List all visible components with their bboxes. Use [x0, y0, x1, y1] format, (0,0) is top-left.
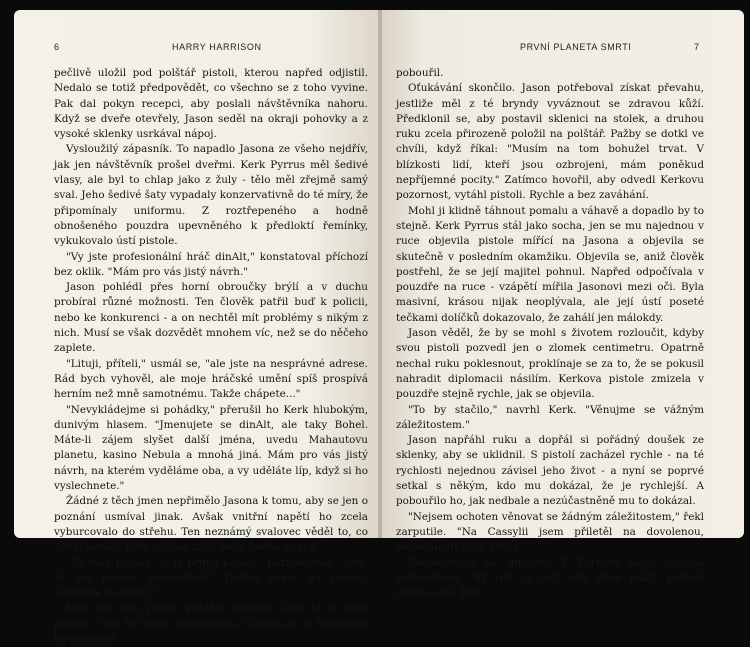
paragraph: "Nejsem ochoten věnovat se žádným záležitostem," řekl zarputile. "Na Cassylii jsem přiletěl na dovolenou, oddechnout si od práce." — [396, 510, 704, 554]
left-page — [14, 10, 380, 645]
open-book — [14, 10, 744, 645]
paragraph: Žádné z těch jmen nepřimělo Jasona k tomu, aby se jen o poznání usmíval jinak. Avšak vnitřní napětí ho zcela vyburcovalo do střehu. Ten neznámý svalovec věděl to, co vědět neměl. Bylo načase začít řeč z jiného konce. — [54, 495, 368, 554]
left-page-number: 6 — [54, 42, 60, 52]
paragraph: Jason věděl, že by se mohl s životem rozloučit, kdyby svou pistoli pozvedl jen o zlomek centimetru. Opatrně nechal ruku poklesnout, proklínaje se za to, že se pokusil nahradit diplomacii násilím. Kerkova pistole zmizela v pouzdře stejně rychle, jak se objevila. — [396, 327, 704, 401]
paragraph: Vysloužilý zápasník. To napadlo Jasona ze všeho nejdřív, jak jen návštěvník prošel dveřmi. Kerk Pyrrus měl šedivé vlasy, ale byl to chlap jako z žuly - tělo měl zřejmě samý sval. Jeho šedivé šaty vypadaly konzervativně do té míry, že připomínaly uniformu. Z roztřepeného a hodně obnošeného pouzdra upevněného k předloktí řemínky, vykukovalo ústí pistole. — [54, 143, 368, 248]
paragraph: pečlivě uložil pod polštář pistoli, kterou napřed odjistil. Nedalo se totiž předpovědět, co všechno se z toho vyvine. Pak dal pokyn recepci, aby poslali návštěvníka nahoru. Když se dveře otevřely, Jason seděl na okraji pohovky a z vysoké sklenky usrkával nápoj. — [54, 67, 368, 141]
paragraph: "To by stačilo," navrhl Kerk. "Věnujme se vážným záležitostem." — [396, 403, 704, 431]
right-page-text — [396, 66, 704, 601]
paragraph: Jason pohlédl přes horní obroučky brýlí a v duchu probíral různé možnosti. Ten člověk patřil buď k policii, nebo ke konkurenci - a on nechtěl mít problémy s nikým z nich. Musí se však dozvědět mnohem víc, než se do něčeho zaplete. — [54, 281, 368, 355]
left-page-text — [54, 66, 368, 647]
paragraph: "Ta vaše pistole, to je přímo kanón," poznamenal. "Víte, že mě pistole znervózňují? Udělal byste mi radost, kdybyste ji odložil." — [54, 556, 368, 600]
left-running-header: HARRY HARRISON — [172, 42, 262, 52]
paragraph: Mohl ji klidně táhnout pomalu a váhavě a dopadlo by to stejně. Kerk Pyrrus stál jako socha, jen se mu najednou v ruce objevila pistole mířící na Jasona a objevila se skutečně v posledním okamžiku. Objevila se, aniž člověk postřehl, že se její majitel pohnul. Napřed odpočívala v pouzdře na ruce - vzápětí mířila Jasonovi mezi oči. Byla masivní, krásou nijak neoplývala, ale její ústí poseté tečkami dolíčků dokazovalo, že zahálí jen málokdy. — [396, 204, 704, 324]
paragraph: Oťukávání skončilo. Jason potřeboval získat převahu, jestliže měl z té bryndy vyváznout se zdravou kůží. Předklonil se, aby postavil sklenici na stolek, a druhou ruku zcela přirozeně položil na polštář. Pažby se dotkl ve chvíli, když říkal: "Musím na tom bohužel trvat. V blízkosti lidí, kteří jsou ozbrojeni, mám poněkud nepříjemné pocity." Zatímco hovořil, aby odvedl Kerkovu pozornost, vytáhl pistoli. Rychle a bez zaváhání. — [396, 82, 704, 202]
paragraph: Jason napřáhl ruku a dopřál si pořádný doušek ze sklenky, aby se uklidnil. S pistolí zacházel rychle - na té rychlosti nejednou závisel jeho život - a nyní se poprvé setkal s někým, kdo mu dokázal, že je rychlejší. A pobouřilo ho, jak nedbale a nezúčastněně mu to dokázal. — [396, 434, 704, 508]
paragraph: "Vy jste profesionální hráč dinAlt," konstatoval příchozí bez oklik. "Mám pro vás jistý návrh." — [54, 250, 368, 278]
paragraph: Kerk na svou pistoli pohlédl udiveně, jako by ji viděl poprvé. "Ne, tu nikdy neodkládám." Zdálo se, že ten návrh ho poněkud — [54, 602, 368, 645]
right-page — [380, 10, 744, 600]
paragraph: "Lituji, příteli," usmál se, "ale jste na nesprávné adrese. Rád bych vyhověl, ale moje hráčské umění spíš prospívá herním než mně samotnému. Takže chápete..." — [54, 357, 368, 401]
paragraph: "Neoblbujme se, dinAlte." Z Kerkova hlasu zazněla netrpělivost. "Vy jste za celý svůj život nikdy poctivě nepracoval. Jste — [396, 556, 704, 600]
paragraph: pobouřil. — [396, 67, 444, 79]
book-gutter — [378, 10, 382, 538]
right-page-number: 7 — [694, 42, 700, 52]
right-running-header: PRVNÍ PLANETA SMRTI — [520, 42, 632, 52]
paragraph: "Nevykládejme si pohádky," přerušil ho Kerk hlubokým, dunivým hlasem. "Jmenujete se dinAlt, ale taky Bohel. Máte-li zájem slyšet další jména, uvedu Mahautovu planetu, kasino Nebula a mnohá jiná. Mám pro vás jistý návrh, na kterém vyděláme oba, a vy uděláte líp, když si ho vyslechnete." — [54, 403, 368, 493]
